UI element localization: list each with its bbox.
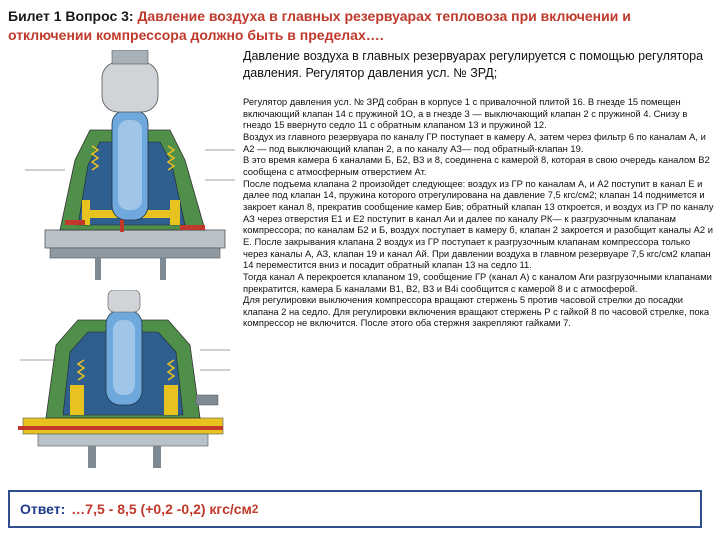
answer-unit-superscript: 2: [251, 502, 259, 516]
paragraph: Регулятор давления усл. № ЗРД собран в корпусе 1 с привалочной плитой 16. В гнезде 15 помещен включающий клапан 14 с пружиной 1О, а в гнезде 3 — выключающий клапан 2 с пружиной 4. Снизу в гнездо 15 ввернуто седло 11 с обратным клапаном 13 и пружиной 12.: [243, 96, 688, 131]
intro-text: Давление воздуха в главных резервуарах регулируется с помощью регулятора давления. Регулятор давления усл. № ЗРД;: [243, 49, 704, 80]
answer-value: …7,5 - 8,5 (+0,2 -0,2) кгс/см: [71, 501, 252, 517]
answer-label: Ответ:: [20, 501, 66, 517]
question-text-cont: отключении компрессора должно быть в пределах….: [8, 27, 384, 43]
regulator-cutaway-diagram-bottom: [18, 290, 233, 480]
paragraph: Тогда канал А перекроется клапаном 19, сообщение ГР (канал А) с каналом Аги разгрузочными клапанами прекратится, камера Б каналами В1, В2, В3 и В4і сообщится с камерой 8 и с атмосферой.: [243, 270, 712, 294]
paragraph: После подъема клапана 2 произойдет следующее: воздух из ГР по каналам А, и А2 поступит в канал Е и далее под клапан 14, пружина которого отрегулирована на давление 7,5 кгс/см2; клапан 14 поднимется и закроет канал 8, прекратив сообщение камер Бив; обратный клапан 13 откроется, и воздух из ГР по каналу АЗ через отверстия Е1 и Е2 поступит в канал Аи и далее по каналу РК— к разгрузочным клапанам компрессора; по каналам Б2 и Б, воздух поступает в камеру б, клапан 2 закроется и разобщит каналы А2 и Е. После закрывания клапана 2 воздух из ГР поступает к разгрузочным клапанам компрессора только через каналы А, АЗ, клапан 19 и канал Ай. При давлении воздуха в главном резервуаре 7,5 кгс/см2 клапан 14 переместится вниз и посадит обратный клапан 13 на седло 11.: [243, 177, 714, 271]
regulator-cutaway-diagram-top: [20, 50, 240, 285]
paragraph: Воздух из главного резервуара по каналу ГР поступает в камеру А, затем через фильтр 6 по каналам А, и А2 — под выключающий клапан 2, а по каналу АЗ— под обратный-клапан 19.: [243, 130, 706, 154]
ticket-title-line2: [8, 25, 712, 45]
question-text: Давление воздуха в главных резервуарах тепловоза при включении и: [137, 8, 631, 24]
answer-box: [8, 490, 702, 528]
ticket-title-line1: [8, 6, 712, 26]
paragraph: В это время камера 6 каналами Б, Б2, В3 и 8, соединена с камерой 8, которая в свою очередь каналом В2 сообщена с атмосферным отверстием Ат.: [243, 154, 710, 177]
paragraph: Для регулировки выключения компрессора вращают стержень 5 против часовой стрелки до посадки клапана 2 на седло. Для регулировки включения вращают стержень Р с гайкой 8 по часовой стрелке, пока компрессор не включится. После этого оба стержня закрепляют гайками 7.: [243, 294, 710, 329]
ticket-number: Билет 1 Вопрос 3:: [8, 8, 134, 24]
regulator-description: [243, 96, 715, 329]
